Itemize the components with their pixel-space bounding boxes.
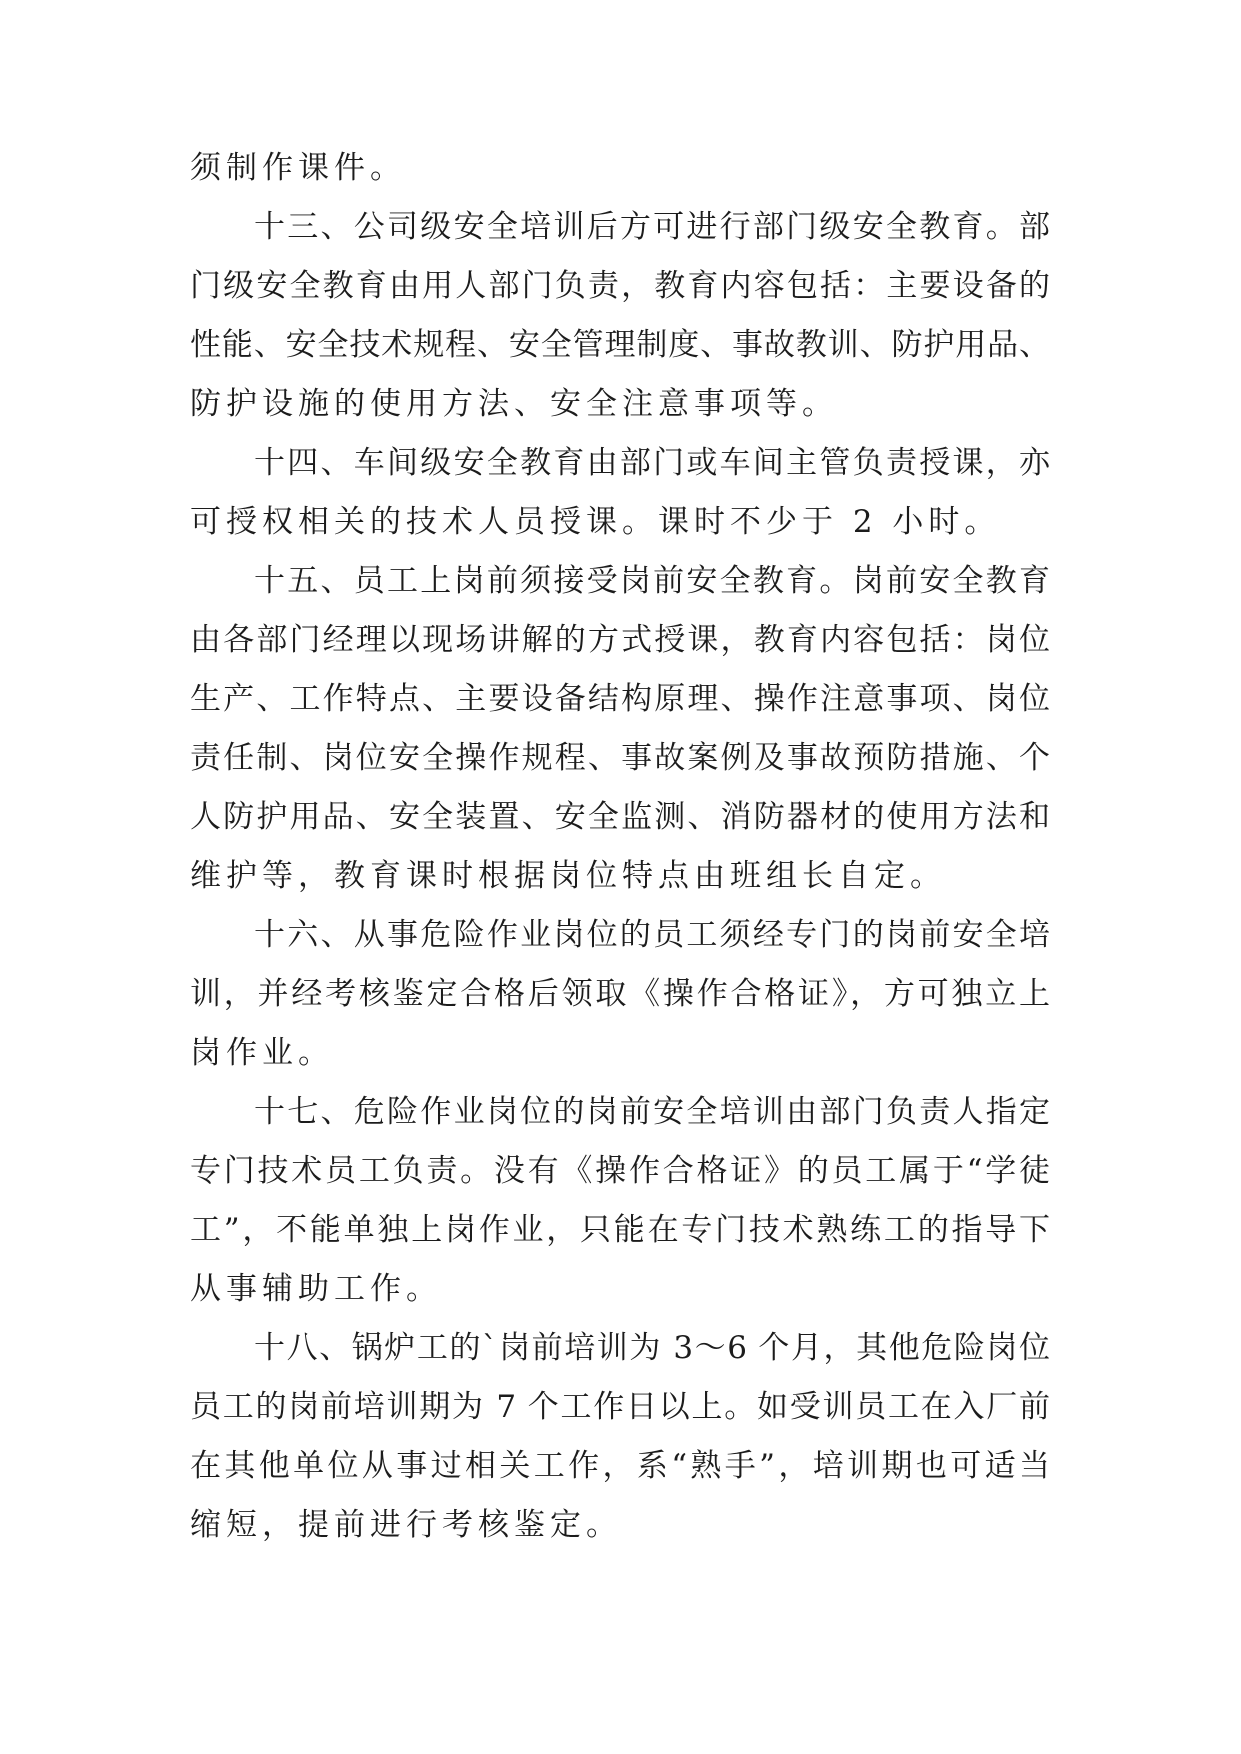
paragraph-15-line: 十五、员工上岗前须接受岗前安全教育。岗前安全教育 [254, 563, 1050, 599]
text-line: 性能、安全技术规程、安全管理制度、事故教训、防护用品、 [190, 327, 1050, 363]
text-line: 岗作业。 [190, 1035, 334, 1071]
paragraph-16-line: 十六、从事危险作业岗位的员工须经专门的岗前安全培 [254, 917, 1050, 953]
text-line: 缩短，提前进行考核鉴定。 [190, 1507, 622, 1543]
text-line: 可授权相关的技术人员授课。课时不少于 2 小时。 [190, 504, 1001, 540]
text-line: 工”，不能单独上岗作业，只能在专门技术熟练工的指导下 [190, 1212, 1050, 1248]
text-line: 在其他单位从事过相关工作，系“熟手”，培训期也可适当 [190, 1448, 1050, 1484]
text-line: 员工的岗前培训期为 7 个工作日以上。如受训员工在入厂前 [190, 1389, 1050, 1425]
text-line: 人防护用品、安全装置、安全监测、消防器材的使用方法和 [190, 799, 1050, 835]
text-line: 生产、工作特点、主要设备结构原理、操作注意事项、岗位 [190, 681, 1050, 717]
text-line: 门级安全教育由用人部门负责，教育内容包括：主要设备的 [190, 268, 1050, 304]
text-line: 须制作课件。 [190, 150, 406, 186]
paragraph-14-line: 十四、车间级安全教育由部门或车间主管负责授课，亦 [254, 445, 1050, 481]
text-line: 由各部门经理以现场讲解的方式授课，教育内容包括：岗位 [190, 622, 1050, 658]
text-line: 从事辅助工作。 [190, 1271, 442, 1307]
text-line: 维护等，教育课时根据岗位特点由班组长自定。 [190, 858, 946, 894]
text-line: 防护设施的使用方法、安全注意事项等。 [190, 386, 838, 422]
text-line: 责任制、岗位安全操作规程、事故案例及事故预防措施、个 [190, 740, 1050, 776]
text-line: 专门技术员工负责。没有《操作合格证》的员工属于“学徒 [190, 1153, 1050, 1189]
text-line: 训，并经考核鉴定合格后领取《操作合格证》，方可独立上 [190, 976, 1050, 1012]
paragraph-13-line: 十三、公司级安全培训后方可进行部门级安全教育。部 [254, 209, 1050, 245]
paragraph-17-line: 十七、危险作业岗位的岗前安全培训由部门负责人指定 [254, 1094, 1050, 1130]
paragraph-18-line: 十八、锅炉工的`岗前培训为 3～6 个月，其他危险岗位 [254, 1330, 1050, 1366]
